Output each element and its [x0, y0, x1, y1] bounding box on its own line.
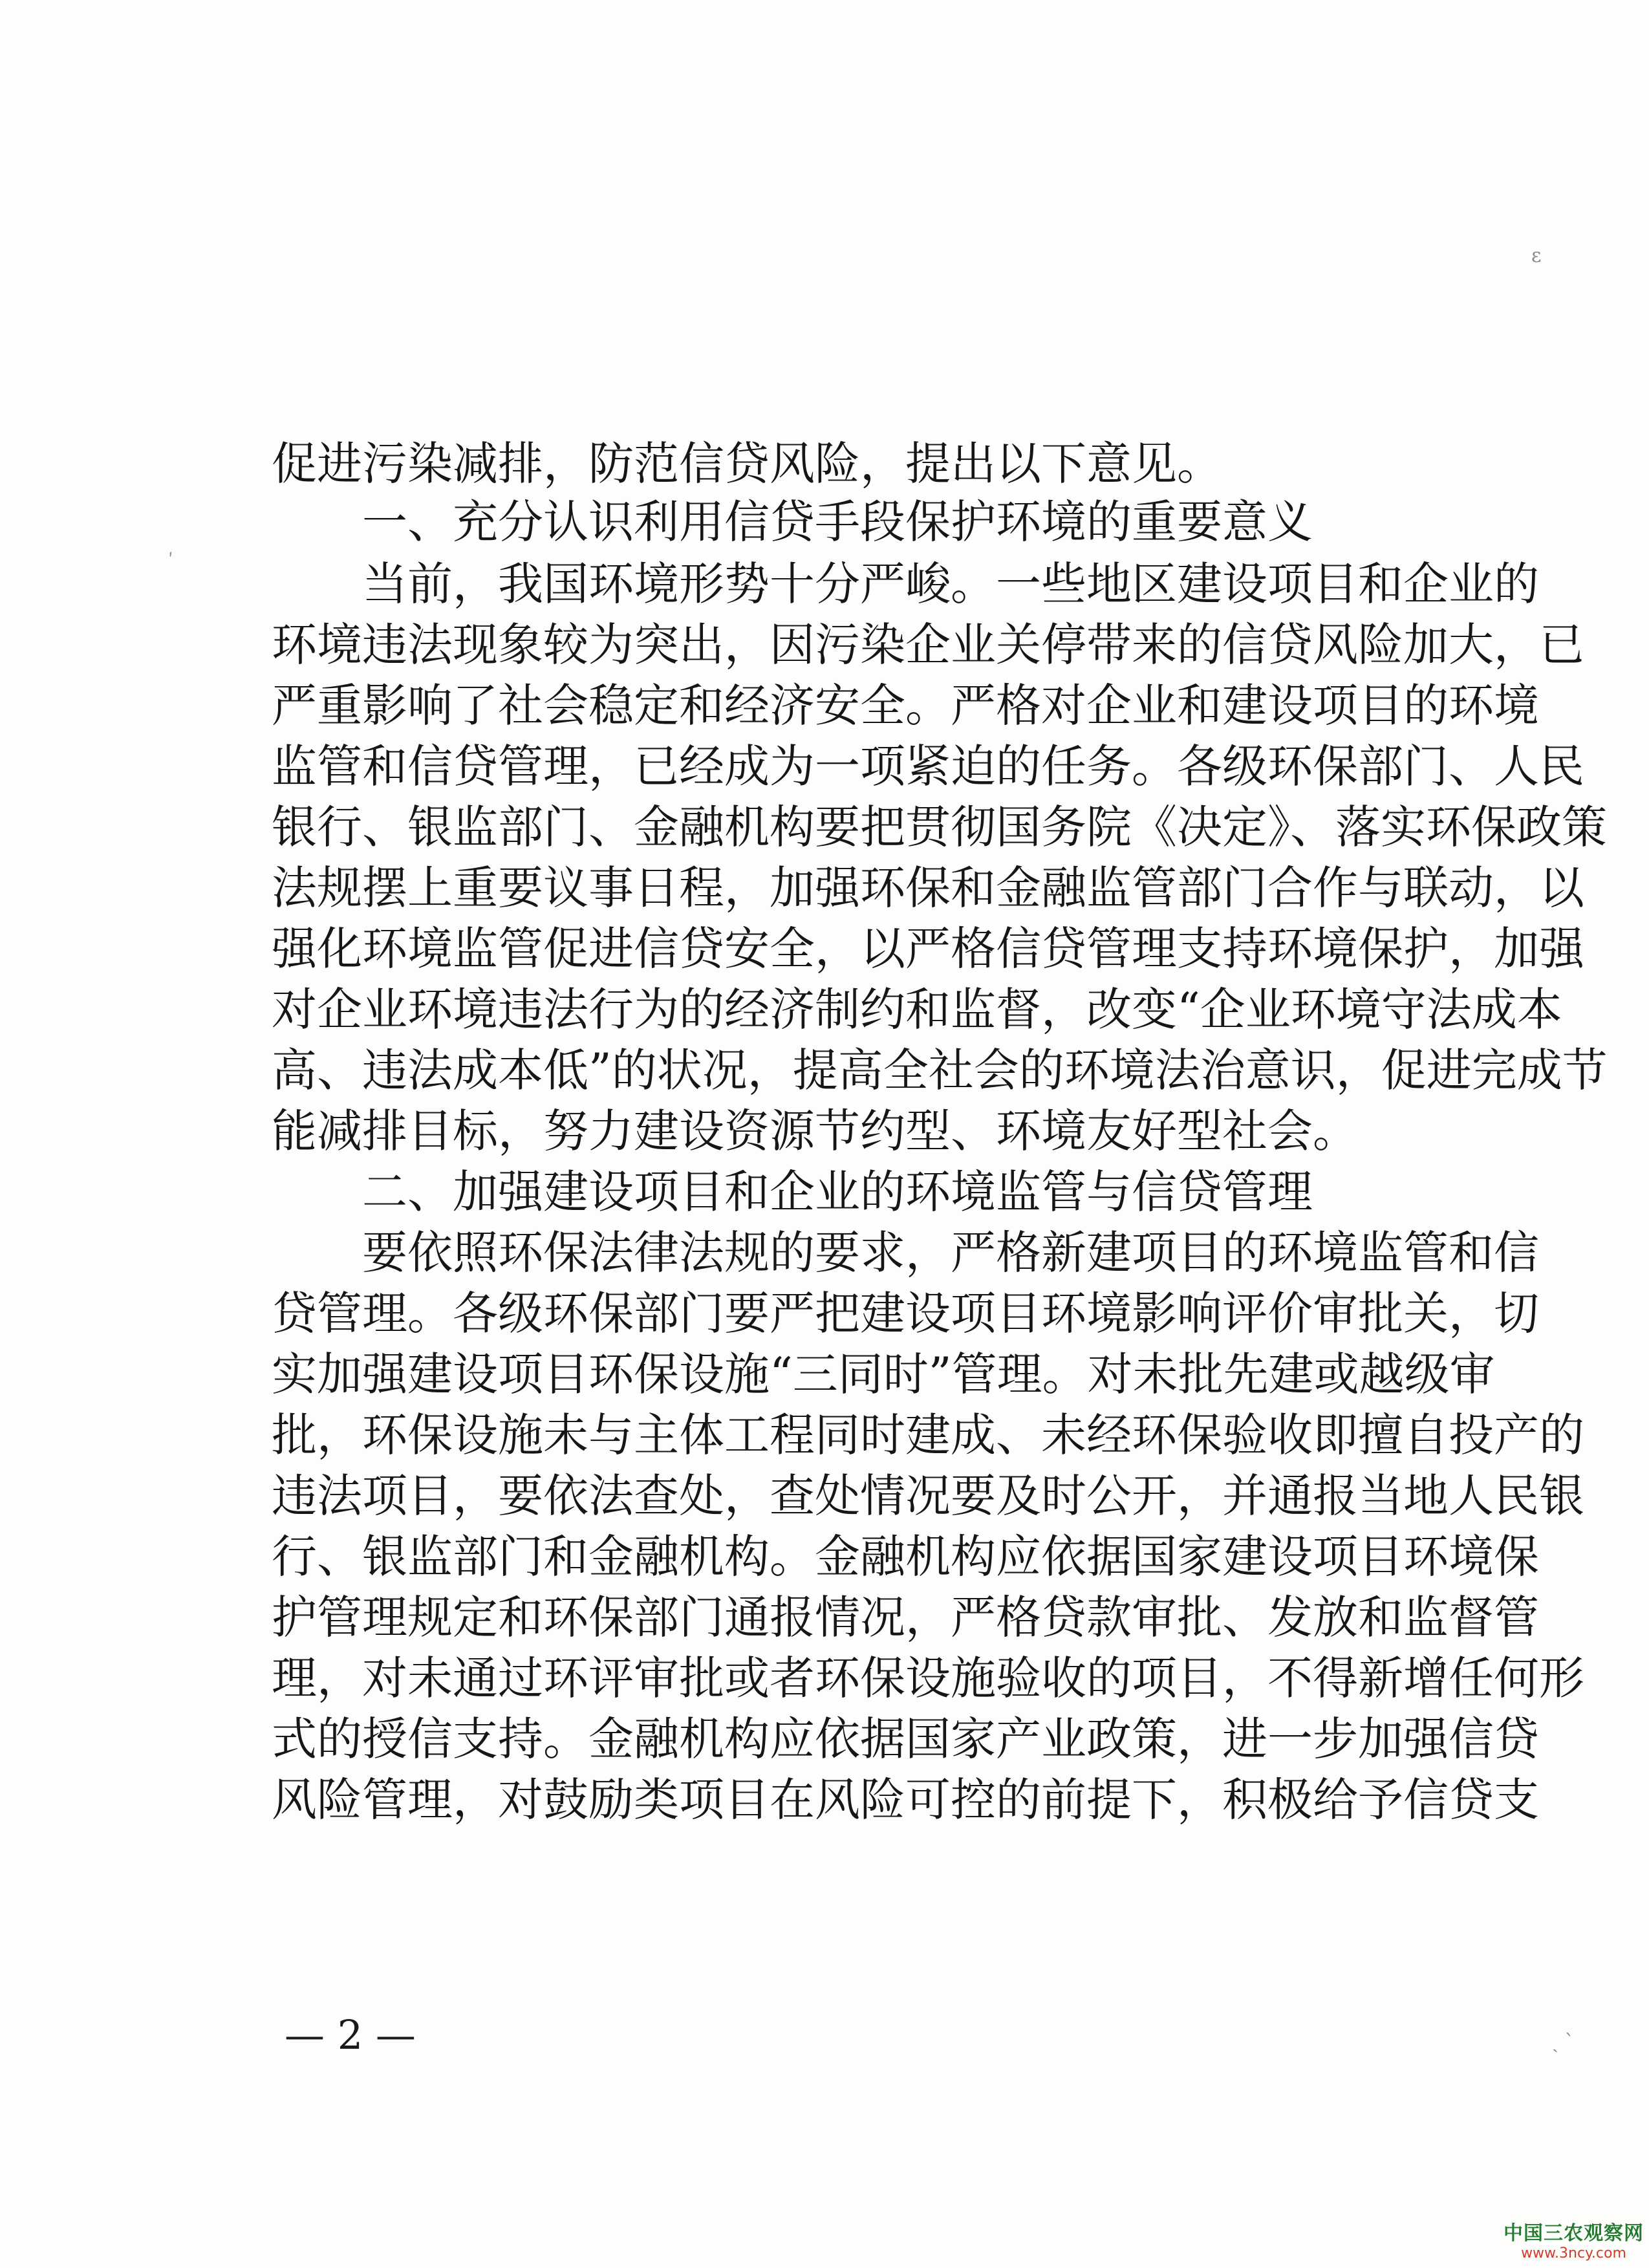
section-heading-2: 二、加强建设项目和企业的环境监管与信贷管理 [362, 1165, 1313, 1218]
body-line: 对企业环境违法行为的经济制约和监督，改变“企业环境守法成本 [272, 983, 1562, 1036]
body-line: 银行、银监部门、金融机构要把贯彻国务院《决定》、落实环保政策 [272, 801, 1607, 854]
section-heading-1: 一、充分认识利用信贷手段保护环境的重要意义 [362, 495, 1313, 548]
body-line: 护管理规定和环保部门通报情况，严格贷款审批、发放和监督管 [272, 1591, 1539, 1644]
watermark-url: www.3ncy.com [1521, 2245, 1626, 2262]
body-line: 能减排目标，努力建设资源节约型、环境友好型社会。 [272, 1105, 1358, 1158]
body-line: 贷管理。各级环保部门要严把建设项目环境影响评价审批关，切 [272, 1287, 1539, 1340]
body-line: 理，对未通过环评审批或者环保设施验收的项目，不得新增任何形 [272, 1652, 1584, 1705]
body-line: 行、银监部门和金融机构。金融机构应依据国家建设项目环境保 [272, 1530, 1539, 1583]
scan-speck-mark: ɛ [1531, 244, 1542, 267]
body-line: 严重影响了社会稳定和经济安全。严格对企业和建设项目的环境 [272, 679, 1539, 732]
body-line: 强化环境监管促进信贷安全，以严格信贷管理支持环境保护，加强 [272, 922, 1584, 975]
body-line: 高、违法成本低”的状况，提高全社会的环境法治意识，促进完成节 [272, 1044, 1608, 1097]
body-line: 式的授信支持。金融机构应依据国家产业政策，进一步加强信贷 [272, 1712, 1539, 1766]
site-watermark [1503, 2217, 1644, 2262]
body-line: 违法项目，要依法查处，查处情况要及时公开，并通报当地人民银 [272, 1469, 1584, 1522]
body-line: 当前，我国环境形势十分严峻。一些地区建设项目和企业的 [362, 557, 1539, 610]
body-line: 风险管理，对鼓励类项目在风险可控的前提下，积极给予信贷支 [272, 1773, 1539, 1826]
body-line: 实加强建设项目环保设施“三同时”管理。对未批先建或越级审 [272, 1348, 1495, 1401]
body-line: 法规摆上重要议事日程，加强环保和金融监管部门合作与联动，以 [272, 861, 1584, 914]
body-line: 监管和信贷管理，已经成为一项紧迫的任务。各级环保部门、人民 [272, 740, 1584, 793]
body-line: 批，环保设施未与主体工程同时建成、未经环保验收即擅自投产的 [272, 1409, 1584, 1462]
scan-speck-mark: ˎ ˋ [1552, 2031, 1575, 2053]
body-line: 促进污染减排，防范信贷风险，提出以下意见。 [272, 437, 1222, 490]
body-line: 环境违法现象较为突出，因污染企业关停带来的信贷风险加大，已 [272, 618, 1584, 671]
watermark-site-name: 中国三农观察网 [1503, 2222, 1644, 2245]
scan-speck-mark: ˊ [164, 548, 185, 574]
body-line: 要依照环保法律法规的要求，严格新建项目的环境监管和信 [362, 1226, 1539, 1279]
page-number: — 2 — [285, 2011, 416, 2058]
